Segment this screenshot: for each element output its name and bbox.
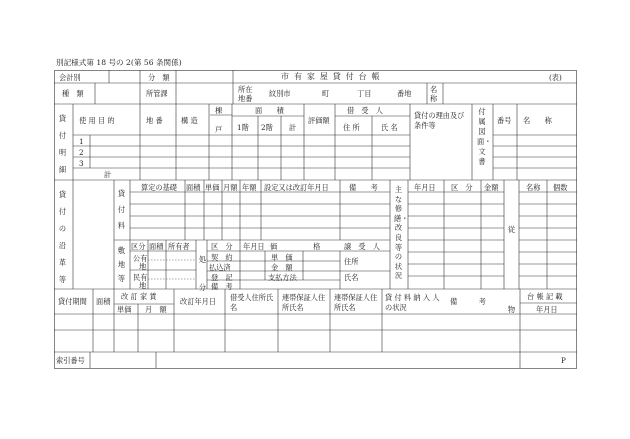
page-label: P [561, 356, 566, 365]
repair-label: 主な修繕・改良等の状況 [394, 185, 409, 281]
land-class: 区分 [131, 242, 146, 251]
bottom-monthly-label: 月 額 [145, 305, 167, 314]
payer-label: 貸 付 料 納 入 人の状況 [385, 293, 440, 312]
valuation-label: 評価額 [308, 116, 330, 125]
bottom-remarks-label: 備 考 [450, 297, 486, 306]
class-label: 分 類 [148, 73, 170, 82]
department-label: 所管課 [146, 89, 168, 98]
unit-price-col: 単価 [205, 183, 220, 192]
ledger-date-label: 年月日 [536, 305, 558, 314]
reason-label: 貸付の理由及び条件等 [414, 111, 465, 130]
fixtures-label: 従物 [507, 225, 516, 314]
form-caption: 別記様式第 18 号の 2(第 56 条関係) [56, 58, 182, 67]
area-total-label: 計 [289, 123, 297, 132]
setting-col: 設定又は改訂年月日 [264, 183, 329, 192]
land-owner: 所有者 [168, 242, 190, 251]
transferee-label: 譲 受 人 [344, 242, 380, 251]
ledger-record-label: 台 帳 記 載 [527, 292, 563, 301]
disp-unit-price: 単 価 [271, 253, 293, 262]
history-label: 貸付の沿革等 [58, 190, 67, 284]
fixture-count-col: 個数 [553, 183, 568, 192]
name-label: 名称 [430, 85, 438, 103]
town-text: 町 [322, 89, 330, 98]
index-label: 索引番号 [56, 356, 85, 365]
disp-amount: 金 額 [271, 263, 293, 272]
revision-date-label: 改訂年月日 [180, 297, 216, 306]
disp-price: 価 格 [270, 242, 321, 251]
lot-label: 地 番 [146, 116, 163, 125]
contract-label: 契 約 [211, 253, 233, 262]
bottom-unit-price-label: 単価 [117, 305, 132, 314]
table-mark: (表) [549, 73, 562, 82]
bottom-area-label: 面積 [96, 297, 111, 306]
disp-date: 年月日 [243, 242, 265, 251]
attachment-label: 付属図面・文書 [477, 107, 492, 166]
period-label: 貸付期間 [58, 297, 87, 306]
disposal-label: 処分 [198, 255, 207, 292]
row-number-3: 3 [79, 159, 84, 168]
annual-col: 年額 [242, 183, 257, 192]
structure-label: 構 造 [181, 116, 198, 125]
lease-detail-label: 貸付明細 [58, 114, 67, 174]
disp-class: 区 分 [211, 242, 233, 251]
floor1-label: 1階 [237, 123, 249, 132]
area-label: 面 積 [255, 106, 284, 115]
bottom-lessee-label: 借受人住所氏名 [230, 293, 274, 312]
remarks-col: 備 考 [349, 183, 378, 192]
chome-text: 丁目 [357, 89, 372, 98]
lessee-label: 借 受 人 [347, 106, 383, 115]
repair-date-col: 年月日 [414, 183, 436, 192]
fixture-name-col: 名称 [526, 183, 541, 192]
repair-class-col: 区 分 [451, 183, 473, 192]
purpose-label: 使 用 目 的 [79, 116, 115, 125]
guarantor2-label: 連帯保証人住所氏名 [334, 293, 378, 312]
monthly-col: 月額 [223, 183, 238, 192]
address-label: 住 所 [343, 123, 360, 132]
land-public-kind: 地 [139, 262, 147, 271]
row-number-1: 1 [79, 137, 84, 146]
number-label: 番号 [497, 116, 512, 125]
payment-method: 支払方法 [268, 273, 297, 282]
land-private-kind: 地 [139, 281, 147, 290]
building-count-label: 棟 [215, 106, 223, 115]
land-private: 民有 [133, 273, 148, 282]
disp-remarks-label: 備 考 [211, 282, 233, 291]
land-label: 敷地等 [117, 246, 126, 283]
floor2-label: 2階 [261, 123, 273, 132]
guarantor1-label: 連帯保証人住所氏名 [282, 293, 326, 312]
banchi-text: 番地 [397, 89, 412, 98]
ledger-title: 市 有 家 屋 貸 付 台 帳 [281, 72, 381, 81]
land-public: 公有 [133, 254, 148, 263]
registered-label: 登 記 [211, 273, 233, 282]
repair-amount-col: 金額 [484, 183, 499, 192]
area-col: 面積 [186, 183, 201, 192]
sum-label: 計 [104, 170, 112, 179]
units-label: 戸 [215, 125, 223, 134]
calc-basis-label: 算定の基礎 [141, 183, 177, 192]
person-name-label: 氏 名 [381, 123, 398, 132]
type-label: 種 類 [62, 89, 84, 98]
paid-label: 払込済 [209, 263, 231, 272]
category-label: 会計別 [59, 73, 81, 82]
transferee-address: 住所 [344, 257, 359, 266]
row-number-2: 2 [79, 148, 84, 157]
location-label: 所在地番 [238, 85, 253, 103]
rent-label: 貸付料 [117, 189, 126, 230]
land-area: 面積 [149, 242, 164, 251]
item-name-label: 名 称 [523, 116, 552, 125]
revision-label: 改 訂 家 賃 [121, 292, 157, 301]
transferee-name: 氏名 [344, 273, 359, 282]
city-text: 紋別市 [269, 89, 291, 98]
